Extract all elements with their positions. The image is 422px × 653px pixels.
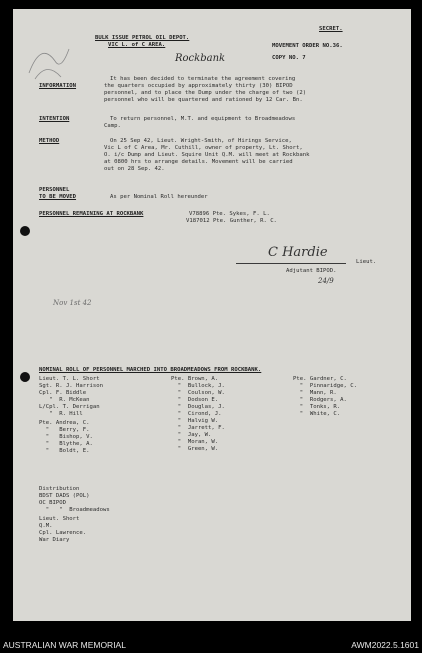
roll-entry: Pte. Andrea, C. bbox=[39, 420, 90, 426]
roll-entry: " White, C. bbox=[293, 411, 341, 417]
movement-order-number: MOVEMENT ORDER NO.36. bbox=[272, 43, 343, 49]
roll-entry: " Boldt, E. bbox=[39, 448, 90, 454]
nominal-roll-heading: NOMINAL ROLL OF PERSONNEL MARCHED INTO BROADMEADOWS FROM ROCKBANK. bbox=[39, 367, 262, 373]
section-heading: METHOD bbox=[39, 138, 60, 144]
pencil-scribble bbox=[21, 31, 81, 91]
personnel-moved-heading: PERSONNEL bbox=[39, 187, 70, 193]
section-line: at 0800 hrs to arrange details. Movement will be carried bbox=[104, 159, 293, 165]
unit-area: VIC L. of C AREA. bbox=[108, 42, 166, 48]
roll-entry: " Bullock, J. bbox=[171, 383, 225, 389]
roll-entry: " Moran, W. bbox=[171, 439, 219, 445]
distribution-entry: OC BIPOD bbox=[39, 500, 66, 506]
roll-entry: " Cirond, J. bbox=[171, 411, 222, 417]
distribution-entry: Q.M. bbox=[39, 523, 53, 529]
roll-entry: " Berry, F. bbox=[39, 427, 90, 433]
remaining-person: V187012 Pte. Gunther, R. C. bbox=[186, 218, 277, 224]
roll-entry: " Blythe, A. bbox=[39, 441, 93, 447]
section-line: the quarters occupied by approximately thirty (30) BIPOD bbox=[104, 83, 293, 89]
section-line: personnel, and to place the Dump under the charge of two (2) bbox=[104, 90, 307, 96]
section-line: To return personnel, M.T. and equipment to Broadmeadows bbox=[110, 116, 296, 122]
secret-marking: SECRET. bbox=[319, 26, 343, 32]
document-page bbox=[13, 9, 411, 621]
roll-entry: " R. Hill bbox=[39, 411, 83, 417]
roll-entry: Pte. Gardner, C. bbox=[293, 376, 347, 382]
punch-hole bbox=[20, 226, 30, 236]
roll-entry: " Jarrett, F. bbox=[171, 425, 225, 431]
roll-entry: " Bishop, V. bbox=[39, 434, 93, 440]
roll-entry: Lieut. T. L. Short bbox=[39, 376, 100, 382]
roll-entry: " Pinnaridge, C. bbox=[293, 383, 357, 389]
signature-line bbox=[236, 263, 346, 264]
roll-entry: " Tonks, R. bbox=[293, 404, 341, 410]
personnel-moved-heading-2: TO BE MOVED bbox=[39, 194, 77, 200]
roll-entry: " Rodgers, A. bbox=[293, 397, 347, 403]
section-heading: INFORMATION bbox=[39, 83, 77, 89]
section-line: personnel who will be quartered and rationed by 12 Car. Bn. bbox=[104, 97, 303, 103]
roll-entry: Cpl. F. Biddle bbox=[39, 390, 87, 396]
section-line: It has been decided to terminate the agreement covering bbox=[110, 76, 296, 82]
distribution-entry: Distribution bbox=[39, 486, 80, 492]
copy-number: COPY NO. 7 bbox=[272, 55, 306, 61]
roll-entry: " Green, W. bbox=[171, 446, 219, 452]
roll-entry: " Halvig W. bbox=[171, 418, 219, 424]
section-heading: INTENTION bbox=[39, 116, 70, 122]
roll-entry: " Coulson, W. bbox=[171, 390, 225, 396]
distribution-entry: Lieut. Short bbox=[39, 516, 80, 522]
remaining-person: V78896 Pte. Sykes, F. L. bbox=[189, 211, 270, 217]
roll-entry: Sgt. R. J. Harrison bbox=[39, 383, 103, 389]
personnel-remaining-heading: PERSONNEL REMAINING AT ROCKBANK bbox=[39, 211, 144, 217]
handwritten-place: Rockbank bbox=[175, 53, 226, 64]
section-line: Camp. bbox=[104, 123, 121, 129]
footer-accession: AWM2022.5.1601 bbox=[351, 640, 419, 650]
punch-hole bbox=[20, 372, 30, 382]
roll-entry: " Dodson E. bbox=[171, 397, 219, 403]
signature-date: 24/9 bbox=[318, 277, 334, 285]
signature-rank: Lieut. bbox=[356, 259, 377, 265]
roll-entry: " Jay, W. bbox=[171, 432, 212, 438]
footer-institution: AUSTRALIAN WAR MEMORIAL bbox=[3, 640, 126, 650]
section-line: out on 28 Sep. 42. bbox=[104, 166, 165, 172]
roll-entry: " Mann, R. bbox=[293, 390, 337, 396]
signature-title: Adjutant BIPOD. bbox=[286, 268, 337, 274]
distribution-entry: " " Broadmeadows bbox=[39, 507, 110, 513]
section-line: O. i/c Dump and Lieut. Squire Unit Q.M. will meet at Rockbank bbox=[104, 152, 310, 158]
pencil-note: Nov 1st 42 bbox=[53, 299, 92, 307]
distribution-entry: War Diary bbox=[39, 537, 70, 543]
roll-entry: " Douglas, J. bbox=[171, 404, 225, 410]
distribution-entry: Cpl. Lawrence. bbox=[39, 530, 87, 536]
unit-name: BULK ISSUE PETROL OIL DEPOT. bbox=[95, 35, 190, 41]
roll-entry: Pte. Brown, A. bbox=[171, 376, 219, 382]
personnel-moved-text: As per Nominal Roll hereunder bbox=[110, 194, 208, 200]
distribution-entry: BDST DADS (POL) bbox=[39, 493, 90, 499]
section-line: On 25 Sep 42, Lieut. Wright-Smith, of Hirings Service, bbox=[110, 138, 292, 144]
section-line: Vic L of C Area, Mr. Cuthill, owner of property, Lt. Short, bbox=[104, 145, 303, 151]
roll-entry: " R. McKean bbox=[39, 397, 90, 403]
signature: C Hardie bbox=[268, 245, 328, 260]
roll-entry: L/Cpl. T. Derrigan bbox=[39, 404, 100, 410]
